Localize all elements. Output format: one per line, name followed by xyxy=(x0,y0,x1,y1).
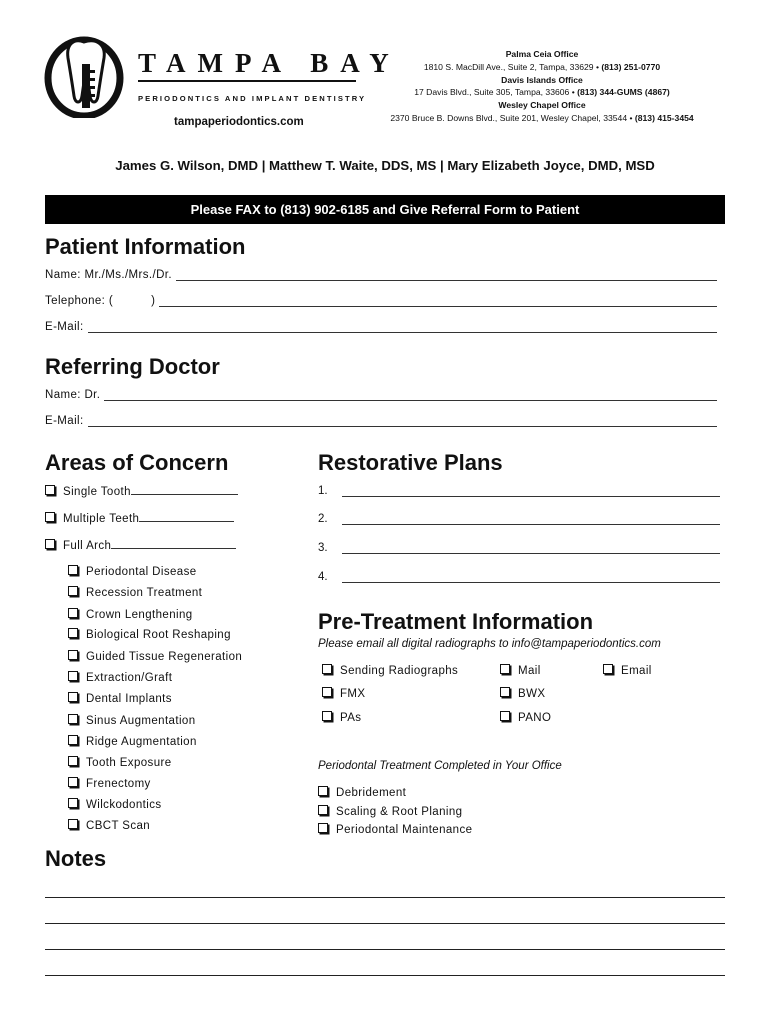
checkbox-label: Email xyxy=(621,665,652,677)
checkbox-icon[interactable] xyxy=(500,687,510,697)
checkbox-icon[interactable] xyxy=(318,805,328,815)
multiple-teeth-field[interactable] xyxy=(139,512,234,522)
restorative-plan-number: 4. xyxy=(318,571,328,583)
checkbox-icon[interactable] xyxy=(45,512,55,522)
checkbox-label: Sinus Augmentation xyxy=(86,715,196,727)
patient-phone-row xyxy=(45,295,717,307)
checkbox-mail[interactable] xyxy=(500,664,541,677)
checkbox-icon[interactable] xyxy=(68,692,78,702)
checkbox-icon[interactable] xyxy=(318,786,328,796)
checkbox-icon[interactable] xyxy=(45,539,55,549)
office-name: Wesley Chapel Office xyxy=(498,100,586,111)
office-address: 17 Davis Blvd., Suite 305, Tampa, 33606 • xyxy=(414,87,575,98)
pre-treatment-heading: Pre-Treatment Information xyxy=(318,609,594,634)
checkbox-sinus-augmentation[interactable] xyxy=(68,714,196,727)
checkbox-icon[interactable] xyxy=(68,756,78,766)
treatment-completed-label: Periodontal Treatment Completed in Your Office xyxy=(318,760,562,772)
patient-phone-label: Telephone: ( xyxy=(45,295,114,307)
checkbox-dental-implants[interactable] xyxy=(68,692,172,705)
checkbox-label: PAs xyxy=(340,712,362,724)
logo-tooth-icon xyxy=(44,34,134,118)
checkbox-label: FMX xyxy=(340,688,366,700)
checkbox-label: Wilckodontics xyxy=(86,799,162,811)
office-phone: (813) 251-0770 xyxy=(601,61,661,72)
checkbox-icon[interactable] xyxy=(68,798,78,808)
patient-name-field[interactable] xyxy=(176,269,717,281)
checkbox-bwx[interactable] xyxy=(500,687,545,700)
checkbox-label: Dental Implants xyxy=(86,693,172,705)
checkbox-icon[interactable] xyxy=(322,711,332,721)
office-phone: (813) 415-3454 xyxy=(634,112,694,123)
checkbox-single-tooth[interactable] xyxy=(45,485,238,498)
checkbox-label: BWX xyxy=(518,688,546,700)
restorative-plan-number: 1. xyxy=(318,485,328,497)
referring-name-row xyxy=(45,389,717,401)
checkbox-icon[interactable] xyxy=(500,664,510,674)
notes-line[interactable] xyxy=(45,923,725,924)
notes-heading: Notes xyxy=(45,846,107,871)
checkbox-label: Guided Tissue Regeneration xyxy=(86,651,243,663)
checkbox-cbct-scan[interactable] xyxy=(68,819,150,832)
restorative-plan-field[interactable] xyxy=(342,486,720,497)
checkbox-icon[interactable] xyxy=(68,608,78,618)
restorative-plan-row xyxy=(318,513,720,525)
office-phone: (813) 344-GUMS (4867) xyxy=(577,87,670,98)
website-link[interactable]: tampaperiodontics.com xyxy=(174,116,304,128)
restorative-plan-row xyxy=(318,571,720,583)
referring-email-row xyxy=(45,415,717,427)
checkbox-pano[interactable] xyxy=(500,711,551,724)
restorative-plan-field[interactable] xyxy=(342,543,720,554)
checkbox-scaling-root-planing[interactable] xyxy=(318,805,462,818)
checkbox-icon[interactable] xyxy=(68,628,78,638)
restorative-plan-field[interactable] xyxy=(342,572,720,583)
checkbox-label: Debridement xyxy=(336,787,407,799)
checkbox-multiple-teeth[interactable] xyxy=(45,512,234,525)
checkbox-periodontal-maintenance[interactable] xyxy=(318,823,472,836)
checkbox-crown-lengthening[interactable] xyxy=(68,608,193,621)
checkbox-label: Multiple Teeth xyxy=(63,513,140,525)
checkbox-icon[interactable] xyxy=(45,485,55,495)
checkbox-icon[interactable] xyxy=(68,565,78,575)
checkbox-debridement[interactable] xyxy=(318,786,406,799)
restorative-plan-number: 3. xyxy=(318,542,328,554)
fax-banner: Please FAX to (813) 902-6185 and Give Referral Form to Patient xyxy=(45,195,725,224)
patient-email-field[interactable] xyxy=(88,321,717,333)
checkbox-frenectomy[interactable] xyxy=(68,777,151,790)
checkbox-icon[interactable] xyxy=(68,777,78,787)
referring-email-field[interactable] xyxy=(88,415,717,427)
checkbox-label: Extraction/Graft xyxy=(86,672,173,684)
checkbox-icon[interactable] xyxy=(68,671,78,681)
checkbox-periodontal-disease[interactable] xyxy=(68,565,197,578)
checkbox-icon[interactable] xyxy=(603,664,613,674)
checkbox-icon[interactable] xyxy=(68,735,78,745)
checkbox-icon[interactable] xyxy=(68,714,78,724)
patient-name-row xyxy=(45,269,717,281)
checkbox-icon[interactable] xyxy=(322,687,332,697)
notes-line[interactable] xyxy=(45,949,725,950)
patient-name-label: Name: Mr./Ms./Mrs./Dr. xyxy=(45,269,172,281)
patient-phone-label-close: ) xyxy=(151,295,156,307)
checkbox-biological-root-reshaping[interactable] xyxy=(68,628,231,641)
checkbox-pas[interactable] xyxy=(322,711,361,724)
checkbox-label: Periodontal Maintenance xyxy=(336,824,473,836)
brand-divider xyxy=(138,80,356,82)
restorative-plans-heading: Restorative Plans xyxy=(318,450,503,475)
brand-subtitle: PERIODONTICS AND IMPLANT DENTISTRY xyxy=(138,94,367,103)
office-name: Palma Ceia Office xyxy=(505,49,579,59)
referring-name-label: Name: Dr. xyxy=(45,389,101,401)
doctor-names: James G. Wilson, DMD | Matthew T. Waite, DDS, MS | Mary Elizabeth Joyce, DMD, MSD xyxy=(115,158,655,173)
checkbox-icon[interactable] xyxy=(68,586,78,596)
referring-email-label: E-Mail: xyxy=(45,415,84,427)
checkbox-icon[interactable] xyxy=(322,664,332,674)
checkbox-label: Periodontal Disease xyxy=(86,566,197,578)
restorative-plan-number: 2. xyxy=(318,513,328,525)
checkbox-label: Mail xyxy=(518,665,541,677)
checkbox-label: Scaling & Root Planing xyxy=(336,806,463,818)
radiograph-instruction: Please email all digital radiographs to info@tampaperiodontics.com xyxy=(318,638,661,650)
checkbox-label: Tooth Exposure xyxy=(86,757,172,769)
checkbox-extraction-graft[interactable] xyxy=(68,671,172,684)
brand-name: TAMPA BAY xyxy=(138,48,401,78)
checkbox-full-arch[interactable] xyxy=(45,539,236,552)
checkbox-label: Sending Radiographs xyxy=(340,665,459,677)
office-list xyxy=(362,48,722,125)
checkbox-recession-treatment[interactable] xyxy=(68,586,202,599)
patient-email-label: E-Mail: xyxy=(45,321,84,333)
patient-phone-field[interactable] xyxy=(159,295,717,307)
checkbox-label: CBCT Scan xyxy=(86,820,151,832)
patient-info-heading: Patient Information xyxy=(45,234,246,259)
checkbox-icon[interactable] xyxy=(318,823,328,833)
checkbox-icon[interactable] xyxy=(68,650,78,660)
checkbox-ridge-augmentation[interactable] xyxy=(68,735,197,748)
checkbox-label: PANO xyxy=(518,712,552,724)
checkbox-label: Ridge Augmentation xyxy=(86,736,197,748)
restorative-plan-field[interactable] xyxy=(342,514,720,525)
checkbox-wilckodontics[interactable] xyxy=(68,798,162,811)
referring-name-field[interactable] xyxy=(104,389,717,401)
checkbox-label: Recession Treatment xyxy=(86,587,203,599)
restorative-plan-row xyxy=(318,485,720,497)
areas-of-concern-heading: Areas of Concern xyxy=(45,450,229,475)
office-address: 1810 S. MacDill Ave., Suite 2, Tampa, 33629 • xyxy=(423,61,599,72)
office-name: Davis Islands Office xyxy=(501,74,583,85)
checkbox-tooth-exposure[interactable] xyxy=(68,756,172,769)
patient-email-row xyxy=(45,321,717,333)
office-address: 2370 Bruce B. Downs Blvd., Suite 201, Wesley Chapel, 33544 • xyxy=(390,112,633,123)
checkbox-label: Biological Root Reshaping xyxy=(86,629,231,641)
checkbox-fmx[interactable] xyxy=(322,687,365,700)
checkbox-icon[interactable] xyxy=(500,711,510,721)
notes-line[interactable] xyxy=(45,975,725,976)
checkbox-icon[interactable] xyxy=(68,819,78,829)
full-arch-field[interactable] xyxy=(111,539,236,549)
checkbox-label: Full Arch xyxy=(63,540,112,552)
checkbox-guided-tissue-regeneration[interactable] xyxy=(68,650,242,663)
checkbox-email[interactable] xyxy=(603,664,652,677)
restorative-plan-row xyxy=(318,542,720,554)
referring-doctor-heading: Referring Doctor xyxy=(45,354,220,379)
checkbox-label: Crown Lengthening xyxy=(86,609,193,621)
checkbox-label: Single Tooth xyxy=(63,486,131,498)
notes-line[interactable] xyxy=(45,897,725,898)
single-tooth-field[interactable] xyxy=(131,485,238,495)
checkbox-sending-radiographs[interactable] xyxy=(322,664,458,677)
checkbox-label: Frenectomy xyxy=(86,778,151,790)
